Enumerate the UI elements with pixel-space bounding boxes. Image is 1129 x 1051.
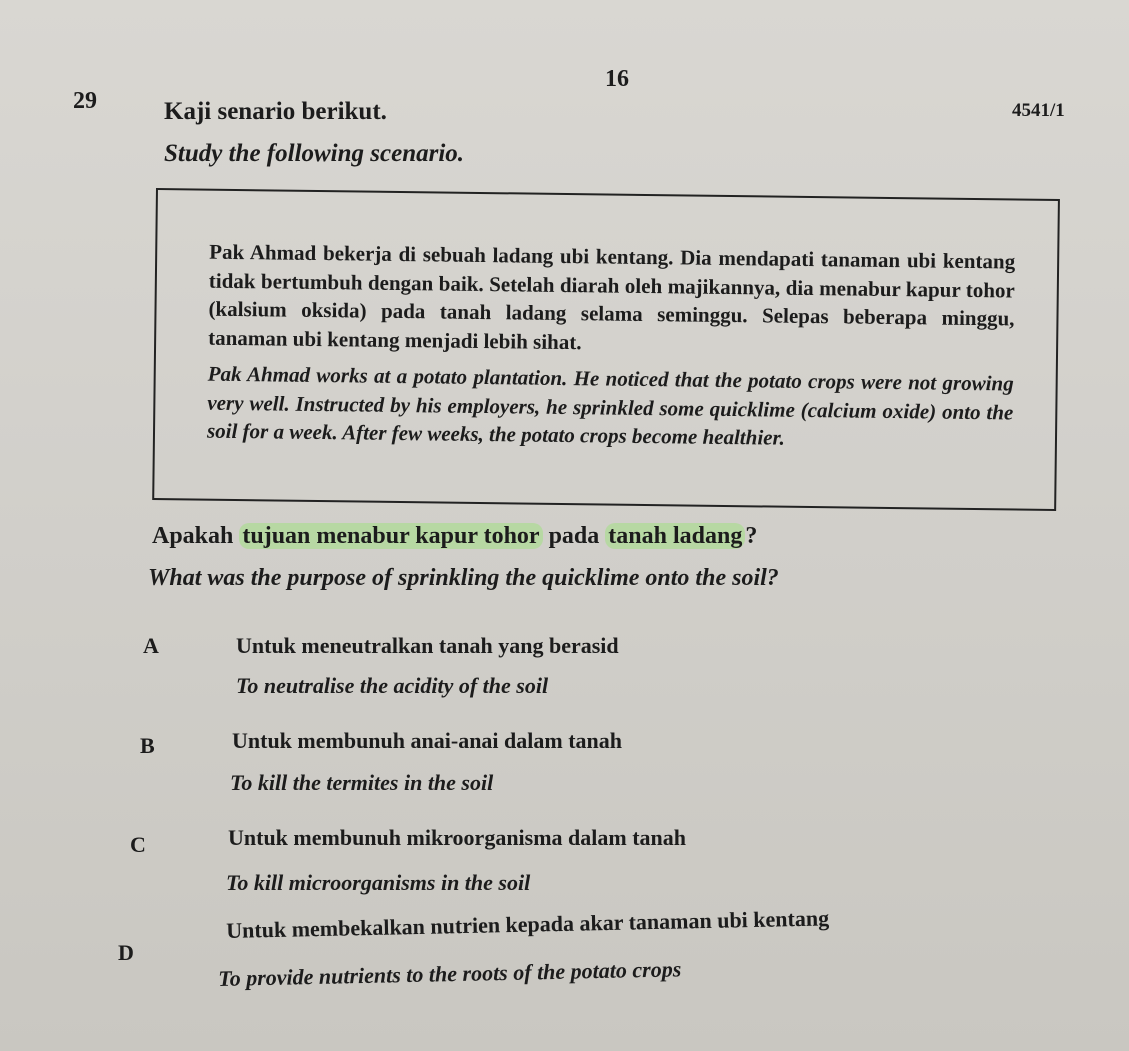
option-malay: Untuk membunuh mikroorganisma dalam tanah [228,825,687,850]
option-english: To kill the termites in the soil [230,770,494,795]
option-malay: Untuk meneutralkan tanah yang berasid [236,633,619,658]
scenario-english: Pak Ahmad works at a potato plantation. He noticed that the potato crops were not growing very well. Instructed by his employers, he sprinkled some quicklime (calcium oxide) onto the soil for a week. After few weeks, the potato crops become healthier. [206,361,1014,450]
option-english: To neutralise the acidity of the soil [236,673,549,698]
page-number: 16 [605,66,629,92]
instruction-malay: Kaji senario berikut. [164,98,387,125]
question-number: 29 [73,88,97,114]
option-letter: D [118,940,134,965]
option-malay: Untuk membekalkan nutrien kepada akar tanaman ubi kentang [226,905,830,943]
prompt-part: ? [745,523,758,549]
highlight-marker: tanah ladang [605,523,745,549]
option-malay: Untuk membunuh anai-anai dalam tanah [232,728,623,753]
option-english: To kill microorganisms in the soil [226,870,531,895]
prompt-part: pada [542,523,606,549]
paper-code: 4541/1 [1012,100,1065,121]
instruction-english: Study the following scenario. [164,140,465,167]
highlight-marker: tujuan menabur kapur tohor [239,523,542,549]
scenario-box [152,188,1060,511]
option-letter: B [140,733,155,758]
scenario-malay: Pak Ahmad bekerja di sebuah ladang ubi kentang. Dia mendapati tanaman ubi kentang tidak bertumbuh dengan baik. Setelah diarah oleh majikannya, dia menabur kapur tohor (kalsium oksida) pada tanah ladang selama seminggu. Selepas beberapa minggu, tanaman ubi kentang menjadi lebih sihat. [208,239,1016,354]
option-letter: A [143,633,159,658]
option-letter: C [130,832,146,857]
question-prompt-english: What was the purpose of sprinkling the quicklime onto the soil? [148,565,779,591]
question-prompt-malay [152,523,757,550]
option-english: To provide nutrients to the roots of the potato crops [218,956,682,991]
prompt-part: Apakah [152,523,240,549]
